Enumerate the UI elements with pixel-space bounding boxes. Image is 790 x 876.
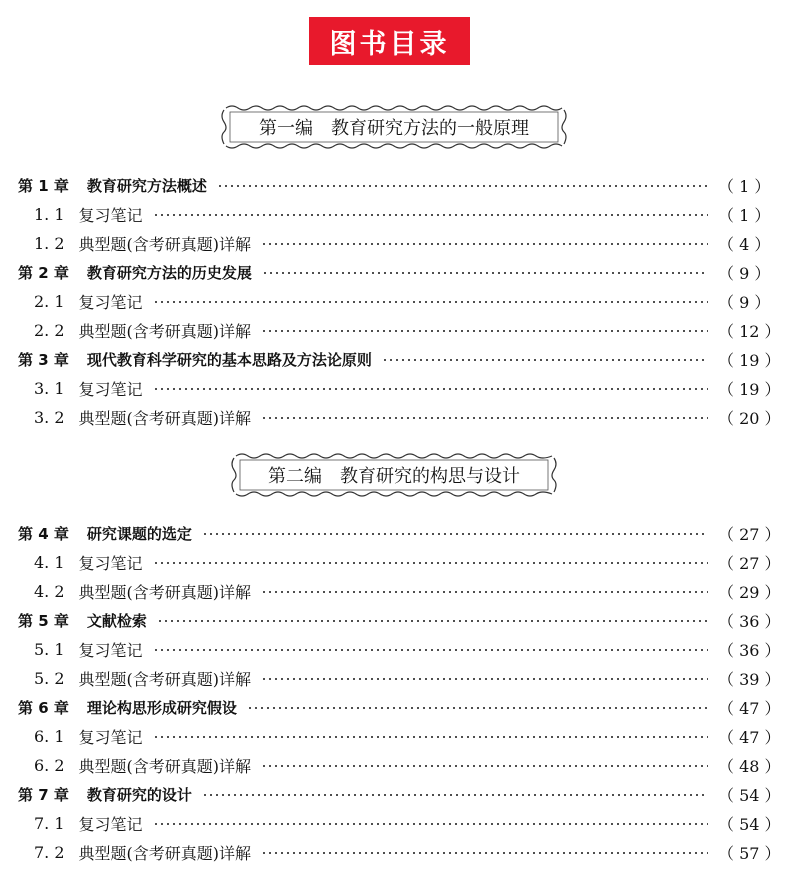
page-number: （ 27 ） [718, 554, 781, 573]
section-number: 7. 1 [34, 814, 65, 833]
section-title: 复习笔记 [78, 554, 143, 573]
toc-section-row[interactable] [34, 374, 781, 403]
section-title: 典型题(含考研真题)详解 [78, 670, 252, 689]
section-title: 典型题(含考研真题)详解 [78, 322, 252, 341]
chapter-number: 第 4 章 [18, 525, 69, 543]
chapter-title: 教育研究的设计 [86, 786, 192, 804]
section-title: 复习笔记 [78, 641, 143, 660]
dot-leader [261, 852, 708, 854]
page-number: （ 39 ） [718, 670, 781, 689]
toc-section-row[interactable] [34, 287, 770, 316]
chapter-title: 教育研究方法的历史发展 [86, 264, 252, 282]
chapter-number: 第 2 章 [18, 264, 69, 282]
section-title: 复习笔记 [78, 293, 143, 312]
section-number: 5. 1 [34, 640, 65, 659]
page-number: （ 9 ） [718, 264, 771, 283]
page-number: （ 54 ） [718, 815, 781, 834]
section-title: 典型题(含考研真题)详解 [78, 583, 252, 602]
page-number: （ 1 ） [718, 177, 771, 196]
toc-chapter-row[interactable] [18, 171, 770, 200]
toc-section-row[interactable] [34, 577, 781, 606]
toc-section-row[interactable] [34, 809, 781, 838]
dot-leader [261, 678, 708, 680]
section-number: 5. 2 [34, 669, 65, 688]
section-number: 3. 1 [34, 379, 65, 398]
page-number: （ 36 ） [718, 641, 781, 660]
toc-section-row[interactable] [34, 200, 770, 229]
section-title: 复习笔记 [78, 380, 143, 399]
dot-leader [153, 214, 708, 216]
dot-leader [261, 243, 708, 245]
page-title: 图书目录 [309, 17, 470, 65]
toc-chapter-row[interactable] [18, 780, 781, 809]
toc-section-row[interactable] [34, 722, 781, 751]
chapter-number: 第 1 章 [18, 177, 69, 195]
page-number: （ 4 ） [718, 235, 771, 254]
dot-leader [261, 417, 708, 419]
part-heading [218, 102, 570, 152]
toc-section-row[interactable] [34, 751, 781, 780]
section-number: 4. 1 [34, 553, 65, 572]
page-number: （ 12 ） [718, 322, 781, 341]
toc-chapter-row[interactable] [18, 693, 781, 722]
section-number: 2. 1 [34, 292, 65, 311]
section-number: 4. 2 [34, 582, 65, 601]
chapter-number: 第 6 章 [18, 699, 69, 717]
section-title: 典型题(含考研真题)详解 [78, 757, 252, 776]
page-number: （ 19 ） [718, 380, 781, 399]
page-number: （ 54 ） [718, 786, 781, 805]
dot-leader [202, 533, 708, 535]
section-number: 1. 2 [34, 234, 65, 253]
part-title: 第一编 教育研究方法的一般原理 [255, 114, 533, 140]
dot-leader [247, 707, 708, 709]
chapter-title: 研究课题的选定 [86, 525, 192, 543]
chapter-title: 文献检索 [86, 612, 147, 630]
toc-section-row[interactable] [34, 229, 770, 258]
dot-leader [153, 388, 708, 390]
chapter-number: 第 7 章 [18, 786, 69, 804]
toc-chapter-row[interactable] [18, 345, 781, 374]
toc-section-row[interactable] [34, 664, 781, 693]
section-number: 7. 2 [34, 843, 65, 862]
toc-section-row[interactable] [34, 548, 781, 577]
section-number: 6. 2 [34, 756, 65, 775]
section-number: 1. 1 [34, 205, 65, 224]
part-title: 第二编 教育研究的构思与设计 [264, 462, 524, 488]
dot-leader [261, 591, 708, 593]
toc-chapter-row[interactable] [18, 258, 770, 287]
section-title: 复习笔记 [78, 206, 143, 225]
page-number: （ 9 ） [718, 293, 771, 312]
dot-leader [157, 620, 708, 622]
page-number: （ 57 ） [718, 844, 781, 863]
section-number: 2. 2 [34, 321, 65, 340]
dot-leader [261, 330, 708, 332]
page-number: （ 48 ） [718, 757, 781, 776]
page-number: （ 20 ） [718, 409, 781, 428]
section-number: 6. 1 [34, 727, 65, 746]
dot-leader [153, 736, 708, 738]
toc-section-row[interactable] [34, 838, 781, 867]
toc-section-row[interactable] [34, 403, 781, 432]
section-title: 典型题(含考研真题)详解 [78, 844, 252, 863]
chapter-title: 教育研究方法概述 [86, 177, 207, 195]
page-number: （ 27 ） [718, 525, 781, 544]
dot-leader [202, 794, 708, 796]
toc-chapter-row[interactable] [18, 519, 781, 548]
dot-leader [261, 765, 708, 767]
page-number: （ 36 ） [718, 612, 781, 631]
page-number: （ 47 ） [718, 728, 781, 747]
section-title: 典型题(含考研真题)详解 [78, 409, 252, 428]
toc-chapter-row[interactable] [18, 606, 781, 635]
part-heading [228, 450, 560, 500]
chapter-title: 理论构思形成研究假设 [86, 699, 237, 717]
dot-leader [217, 185, 708, 187]
dot-leader [262, 272, 708, 274]
toc-section-row[interactable] [34, 316, 781, 345]
dot-leader [382, 359, 708, 361]
page-number: （ 29 ） [718, 583, 781, 602]
chapter-number: 第 5 章 [18, 612, 69, 630]
dot-leader [153, 301, 708, 303]
section-title: 复习笔记 [78, 728, 143, 747]
dot-leader [153, 649, 708, 651]
section-title: 典型题(含考研真题)详解 [78, 235, 252, 254]
dot-leader [153, 562, 708, 564]
section-title: 复习笔记 [78, 815, 143, 834]
chapter-title: 现代教育科学研究的基本思路及方法论原则 [86, 351, 372, 369]
section-number: 3. 2 [34, 408, 65, 427]
page-number: （ 19 ） [718, 351, 781, 370]
page-number: （ 47 ） [718, 699, 781, 718]
page-number: （ 1 ） [718, 206, 771, 225]
chapter-number: 第 3 章 [18, 351, 69, 369]
dot-leader [153, 823, 708, 825]
toc-section-row[interactable] [34, 635, 781, 664]
